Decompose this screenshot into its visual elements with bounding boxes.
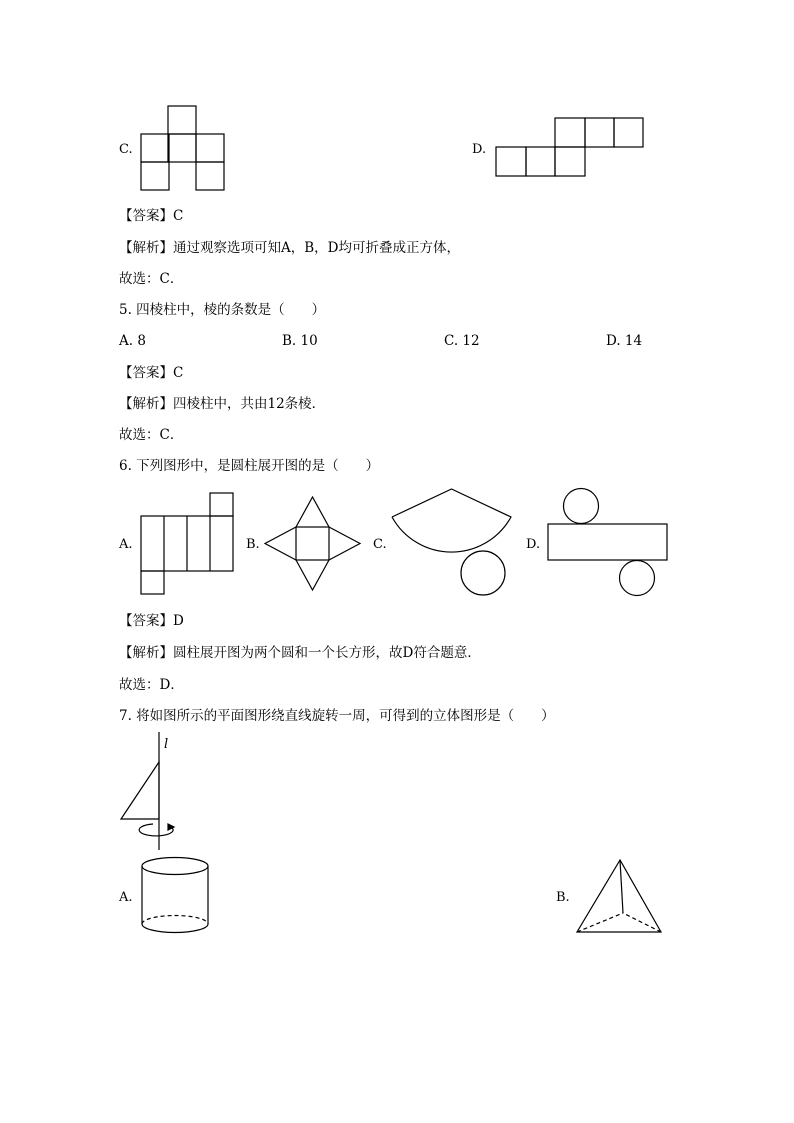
q4-option-c-label[interactable]: C. xyxy=(119,142,133,157)
q6-answer: 【答案】D xyxy=(119,613,184,629)
q6-option-c-label[interactable]: C. xyxy=(373,537,387,552)
q6-question: 6. 下列图形中，是圆柱展开图的是（ ） xyxy=(119,458,380,474)
q4-option-d-figure xyxy=(495,117,647,179)
q5-conclusion: 故选：C． xyxy=(119,427,184,443)
q6-option-b-figure xyxy=(264,496,362,592)
q6-option-a-label[interactable]: A. xyxy=(119,537,133,552)
q6-option-d-label[interactable]: D. xyxy=(526,537,541,552)
q4-conclusion: 故选：C． xyxy=(119,271,184,287)
q7-option-b-label[interactable]: B. xyxy=(556,890,570,905)
q7-option-a-cylinder xyxy=(139,856,211,938)
q5-option-d[interactable]: D. 14 xyxy=(606,333,643,349)
q7-question: 7. 将如图所示的平面图形绕直线旋转一周，可得到的立体图形是（ ） xyxy=(119,708,555,724)
q5-option-b[interactable]: B. 10 xyxy=(282,333,318,349)
q6-analysis: 【解析】圆柱展开图为两个圆和一个长方形，故D符合题意． xyxy=(119,645,481,661)
q7-triangle xyxy=(121,762,159,819)
q5-option-a[interactable]: A. 8 xyxy=(119,333,146,349)
q4-answer: 【答案】C xyxy=(119,208,184,224)
q7-option-a-label[interactable]: A. xyxy=(119,890,133,905)
q5-question: 5. 四棱柱中，棱的条数是（ ） xyxy=(119,302,326,318)
q4-option-c-figure xyxy=(140,105,226,191)
q6-option-a-figure xyxy=(140,492,236,596)
q6-option-b-label[interactable]: B. xyxy=(246,537,260,552)
q4-option-d-label[interactable]: D. xyxy=(472,142,487,157)
q5-analysis: 【解析】四棱柱中，共由12条棱． xyxy=(119,396,326,412)
q7-option-b-pyramid xyxy=(575,857,665,935)
q6-conclusion: 故选：D． xyxy=(119,677,184,693)
q7-axis-label: l xyxy=(164,737,169,752)
q6-option-d-figure xyxy=(546,487,670,599)
q4-analysis: 【解析】通过观察选项可知A，B，D均可折叠成正方体， xyxy=(119,240,460,256)
q5-answer: 【答案】C xyxy=(119,365,184,381)
q7-rotation-figure xyxy=(117,730,187,852)
q5-option-c[interactable]: C. 12 xyxy=(444,333,480,349)
q6-option-c-figure xyxy=(390,487,520,599)
